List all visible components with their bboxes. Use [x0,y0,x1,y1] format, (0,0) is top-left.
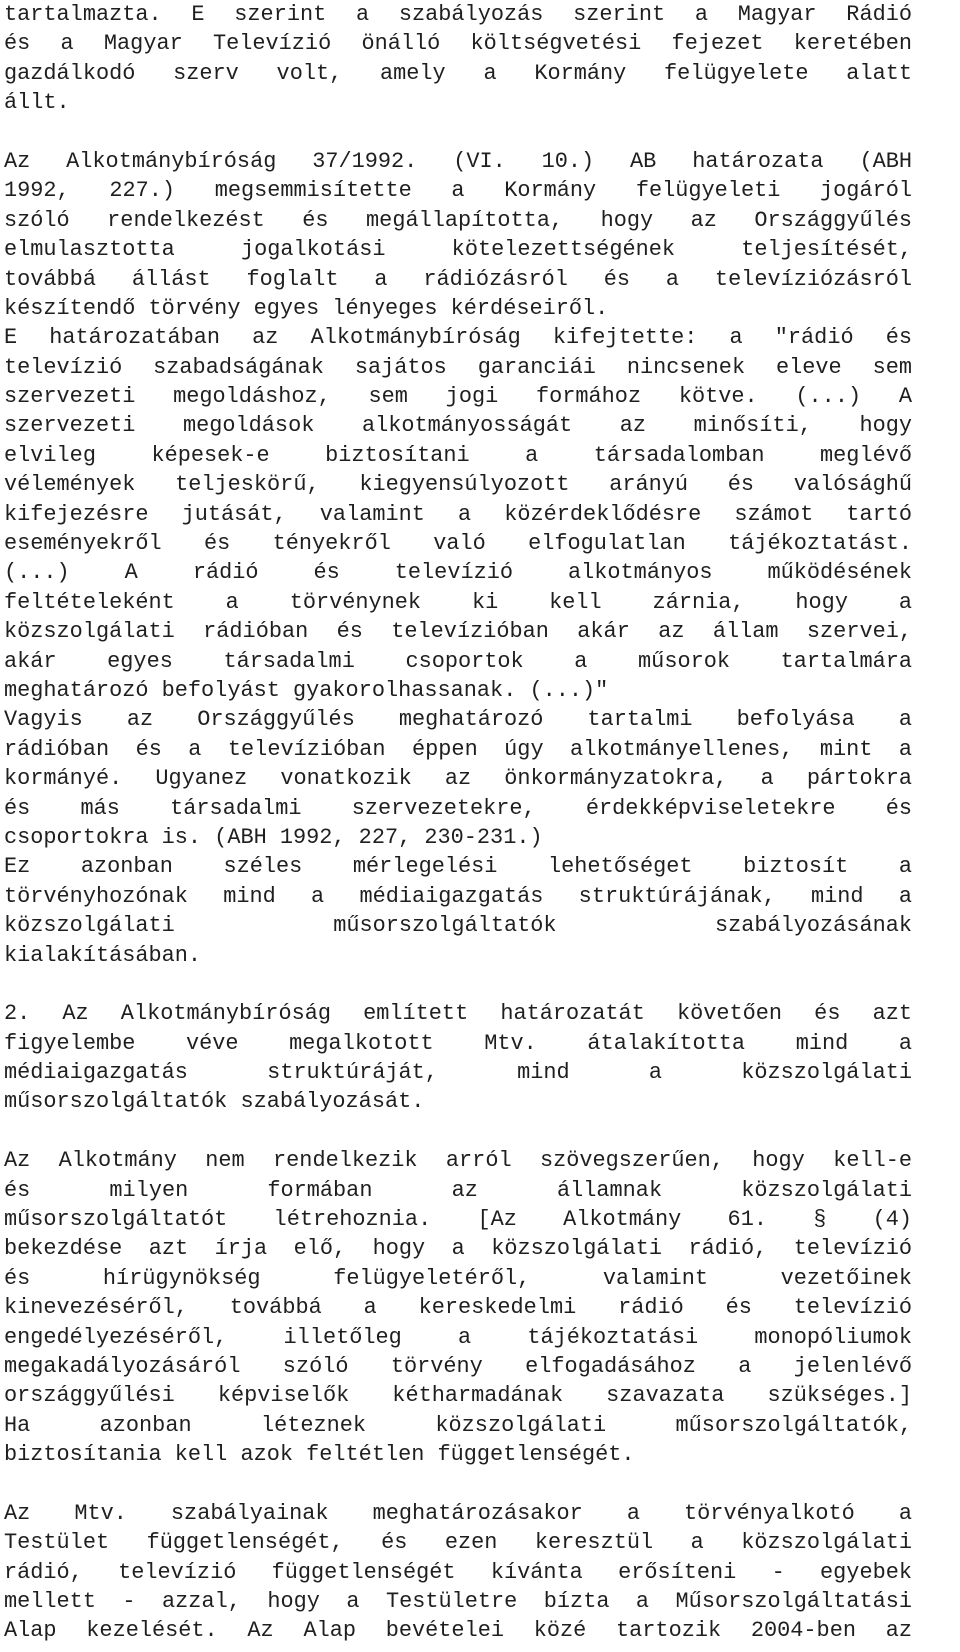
text-line: szervezeti megoldáshoz, sem jogi formához kötve. (...) A [4,384,912,410]
text-line: eseményekről és tényekről való elfogulatlan tájékoztatást. [4,531,912,557]
text-line: szervezeti megoldások alkotmányosságát az minősíti, hogy [4,413,912,439]
text-line: televízió szabadságának sajátos garanciái nincsenek eleve sem [4,354,912,380]
text-line: és milyen formában az államnak közszolgálati [4,1177,912,1203]
text-line: készítendő törvény egyes lényeges kérdéseiről. [4,295,609,321]
text-line: és más társadalmi szervezetekre, érdekképviseletekre és [4,795,912,821]
text-line: engedélyezéséről, illetőleg a tájékoztatási monopóliumok [4,1324,912,1350]
document-body [4,0,912,1646]
text-line: Testület függetlenségét, és ezen keresztül a közszolgálati [4,1530,912,1556]
text-line: közszolgálati műsorszolgáltatók szabályozásának [4,913,912,939]
text-line: műsorszolgáltatót létrehoznia. [Az Alkotmány 61. § (4) [4,1207,912,1233]
text-line: figyelembe véve megalkotott Mtv. átalakította mind a [4,1030,912,1056]
text-line: műsorszolgáltatók szabályozását. [4,1089,425,1115]
text-line: Ha azonban léteznek közszolgálati műsorszolgáltatók, [4,1412,912,1438]
text-line: és hírügynökség felügyeletéről, valamint vezetőinek [4,1265,912,1291]
text-line: kifejezésre jutását, valamint a közérdeklődésre számot tartó [4,501,912,527]
text-line: rádióban és a televízióban éppen úgy alkotmányellenes, mint a [4,736,912,762]
paragraph-gap [4,970,912,999]
text-line: kormányé. Ugyanez vonatkozik az önkormányzatokra, a pártokra [4,766,912,792]
text-line: Az Alkotmány nem rendelkezik arról szövegszerűen, hogy kell-e [4,1148,912,1174]
text-line: szóló rendelkezést és megállapította, hogy az Országgyűlés [4,207,912,233]
text-line: csoportokra is. (ABH 1992, 227, 230-231.) [4,824,543,850]
text-line: elmulasztotta jogalkotási kötelezettségének teljesítését, [4,237,912,263]
paragraph-gap [4,118,912,147]
text-line: Az Alkotmánybíróság 37/1992. (VI. 10.) AB határozata (ABH [4,148,912,174]
text-line: Alap kezelését. Az Alap bevételei közé tartozik 2004-ben az [4,1618,912,1644]
text-line: mellett - azzal, hogy a Testületre bízta a Műsorszolgáltatási [4,1589,912,1615]
text-line: tartalmazta. E szerint a szabályozás szerint a Magyar Rádió [4,2,912,27]
text-line: országgyűlési képviselők kétharmadának szavazata szükséges.] [4,1383,912,1409]
text-line: biztosítania kell azok feltétlen függetlenségét. [4,1442,635,1468]
text-line: meghatározó befolyást gyakorolhassanak. (...)" [4,677,609,703]
text-line: (...) A rádió és televízió alkotmányos működésének [4,560,912,586]
text-line: bekezdése azt írja elő, hogy a közszolgálati rádió, televízió [4,1236,912,1262]
text-line: törvényhozónak mind a médiaigazgatás struktúrájának, mind a [4,883,912,909]
paragraph-gap [4,1470,912,1499]
text-line: 2. Az Alkotmánybíróság említett határozatát követően és azt [4,1001,912,1027]
paragraph-gap [4,1117,912,1146]
text-line: vélemények teljeskörű, kiegyensúlyozott arányú és valósághű [4,472,912,498]
text-line: elvileg képesek-e biztosítani a társadalomban meglévő [4,442,912,468]
text-line: médiaigazgatás struktúráját, mind a közszolgálati [4,1060,912,1086]
text-line: gazdálkodó szerv volt, amely a Kormány felügyelete alatt [4,60,912,86]
text-line: Vagyis az Országgyűlés meghatározó tartalmi befolyása a [4,707,912,733]
text-line: E határozatában az Alkotmánybíróság kifejtette: a "rádió és [4,325,912,351]
text-line: közszolgálati rádióban és televízióban akár az állam szervei, [4,619,912,645]
text-line: továbbá állást foglalt a rádiózásról és a televíziózásról [4,266,912,292]
text-line: megakadályozásáról szóló törvény elfogadásához a jelenlévő [4,1353,912,1379]
text-line: akár egyes társadalmi csoportok a műsorok tartalmára [4,648,912,674]
text-line: feltételeként a törvénynek ki kell zárnia, hogy a [4,589,912,615]
text-line: rádió, televízió függetlenségét kívánta erősíteni - egyebek [4,1559,912,1585]
text-line: kinevezéséről, továbbá a kereskedelmi rádió és televízió [4,1295,912,1321]
text-line: és a Magyar Televízió önálló költségvetési fejezet keretében [4,31,912,57]
text-line: Az Mtv. szabályainak meghatározásakor a törvényalkotó a [4,1500,912,1526]
text-line: állt. [4,90,70,116]
text-line: kialakításában. [4,942,202,968]
text-line: Ez azonban széles mérlegelési lehetőséget biztosít a [4,854,912,880]
text-line: 1992, 227.) megsemmisítette a Kormány felügyeleti jogáról [4,178,912,204]
